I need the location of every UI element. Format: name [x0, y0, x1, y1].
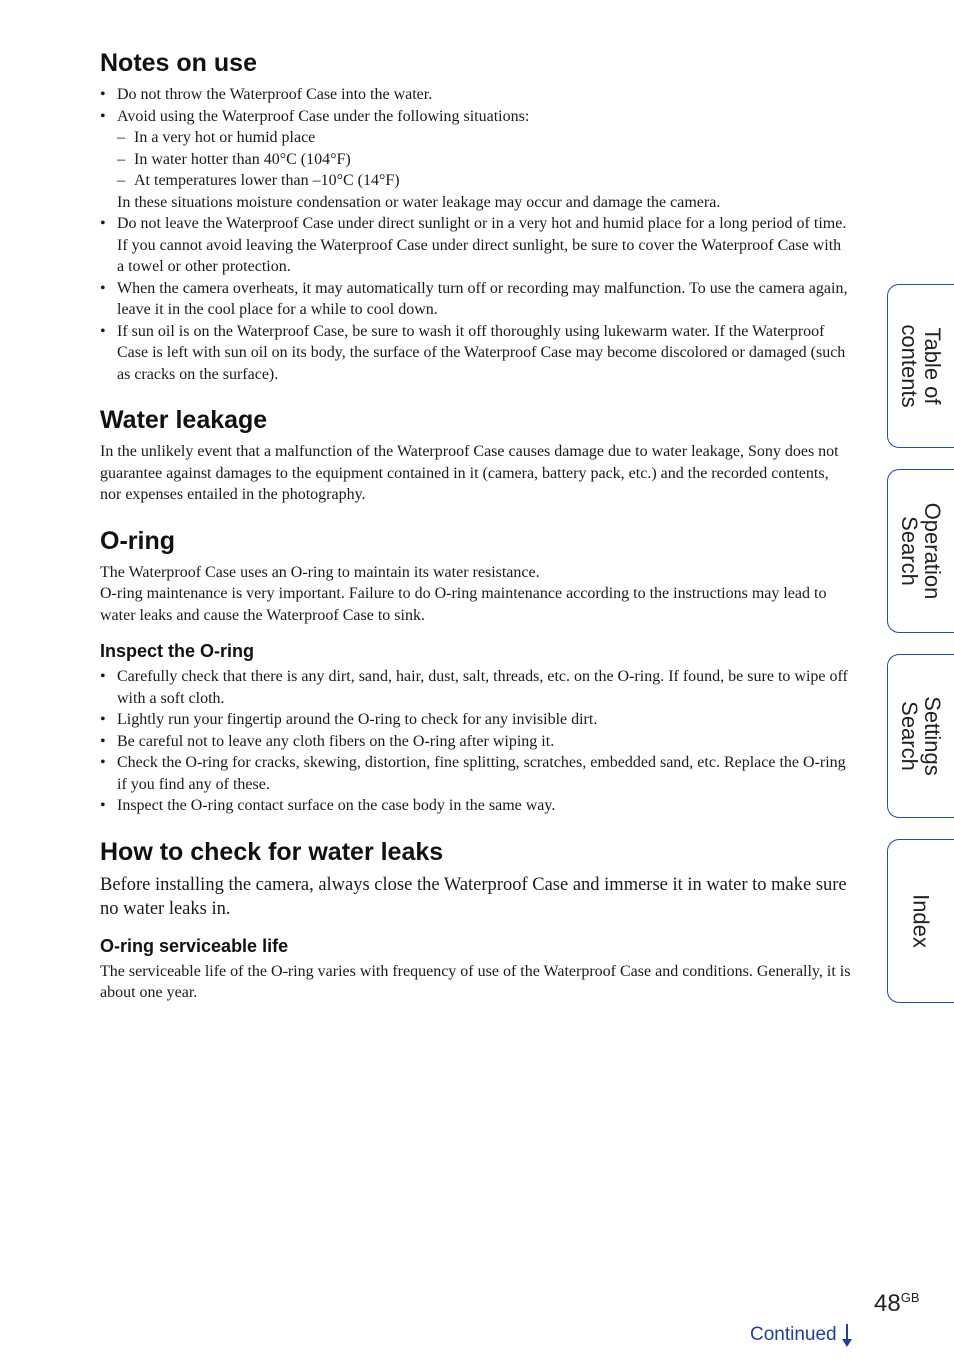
o-ring-paragraph-1: The Waterproof Case uses an O-ring to maintain its water resistance. [100, 563, 540, 581]
list-item: • Check the O-ring for cracks, skewing, distortion, fine splitting, scratches, embedded sand, etc. Replace the O-ring if you find any of these. [100, 752, 852, 795]
page-content [100, 48, 852, 1024]
notes-list [100, 84, 852, 385]
list-item: • Carefully check that there is any dirt, sand, hair, dust, salt, threads, etc. on the O-ring. If found, be sure to wipe off with a soft cloth. [100, 666, 852, 709]
section-o-ring [100, 526, 852, 817]
list-item: • If sun oil is on the Waterproof Case, be sure to wash it off thoroughly using lukewarm water. If the Waterproof Case is left with sun oil on its body, the surface of the Waterproof Case may become discolored or damaged (such as cracks on the surface). [100, 321, 852, 386]
section-notes-on-use [100, 48, 852, 385]
subsection-inspect-o-ring [100, 640, 852, 817]
tab-label [910, 894, 933, 948]
situations-note: In these situations moisture condensation or water leakage may occur and damage the camera. [117, 193, 721, 211]
tab-operation-search[interactable] [887, 469, 954, 633]
tab-settings-search[interactable] [887, 654, 954, 818]
check-water-leaks-paragraph: Before installing the camera, always close the Waterproof Case and immerse it in water to make sure no water leaks in. [100, 874, 847, 919]
situation-item: – At temperatures lower than –10°C (14°F) [117, 170, 852, 192]
down-arrow-icon [841, 1322, 853, 1348]
list-item: • Be careful not to leave any cloth fibers on the O-ring after wiping it. [100, 731, 852, 753]
heading-inspect-o-ring: Inspect the O-ring [100, 641, 255, 661]
heading-check-water-leaks: How to check for water leaks [100, 837, 444, 866]
list-item-text: Avoid using the Waterproof Case under the following situations: [117, 107, 530, 125]
situation-item: – In water hotter than 40°C (104°F) [117, 149, 852, 171]
list-item: • When the camera overheats, it may automatically turn off or recording may malfunction. To use the camera again, leave it in the cool place for a while to cool down. [100, 278, 852, 321]
situation-item: – In a very hot or humid place [117, 127, 852, 149]
list-item [100, 106, 852, 214]
continued-label: Continued [750, 1324, 837, 1345]
tab-label-line: Search [897, 701, 922, 771]
inspect-list [100, 666, 852, 817]
list-item: • Do not throw the Waterproof Case into the water. [100, 84, 852, 106]
tab-table-of-contents[interactable] [887, 284, 954, 448]
tab-label [898, 696, 944, 776]
o-ring-life-paragraph: The serviceable life of the O-ring varies with frequency of use of the Waterproof Case and conditions. Generally, it is about one year. [100, 962, 851, 1001]
section-check-water-leaks [100, 837, 852, 1004]
heading-o-ring-life: O-ring serviceable life [100, 935, 289, 956]
list-item: • Do not leave the Waterproof Case under direct sunlight or in a very hot and humid place for a long period of time. If you cannot avoid leaving the Waterproof Case under direct sunlight, be sure to cover the Waterproof Case with a towel or other protection. [100, 213, 852, 278]
tab-label-line: Index [908, 894, 934, 948]
list-item: • Lightly run your fingertip around the O-ring to check for any invisible dirt. [100, 709, 852, 731]
tab-label [898, 324, 944, 407]
continued-link[interactable] [750, 1322, 853, 1348]
heading-water-leakage: Water leakage [100, 406, 268, 434]
tab-label [898, 503, 944, 600]
tab-label-line: Settings [920, 696, 945, 776]
heading-notes-on-use: Notes on use [100, 49, 257, 77]
tab-label-line: Search [897, 516, 922, 586]
section-water-leakage [100, 405, 852, 506]
tab-label-line: contents [897, 324, 922, 408]
tab-index[interactable] [887, 839, 954, 1003]
o-ring-paragraph-2: O-ring maintenance is very important. Failure to do O-ring maintenance according to the instructions may lead to water leaks and cause the Waterproof Case to sink. [100, 585, 827, 624]
water-leakage-paragraph: In the unlikely event that a malfunction of the Waterproof Case causes damage due to water leakage, Sony does not guarantee against damages to the equipment contained in it (camera, battery pack, etc.) and the recorded contents, nor expenses entailed in the photography. [100, 443, 839, 503]
page-number-suffix: GB [900, 1290, 920, 1305]
page-number [874, 1290, 920, 1318]
subsection-o-ring-life [100, 935, 852, 1004]
heading-o-ring: O-ring [100, 526, 175, 555]
page-number-value: 48 [874, 1290, 901, 1317]
tab-label-line: Operation [920, 502, 945, 600]
list-item: • Inspect the O-ring contact surface on the case body in the same way. [100, 795, 852, 817]
situations-list [117, 127, 852, 192]
tab-label-line: Table of [920, 327, 945, 405]
